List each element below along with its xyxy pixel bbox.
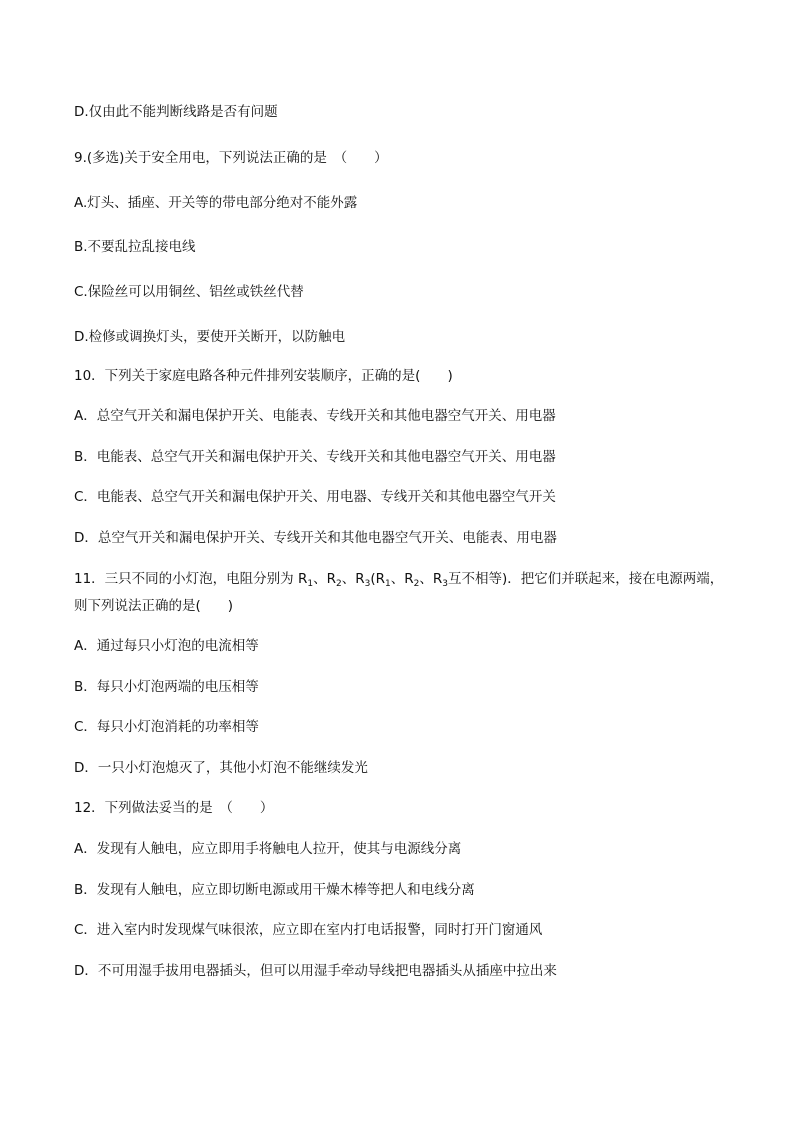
q11-stem-text-1: 11．三只不同的小灯泡，电阻分别为 R (74, 571, 308, 587)
q10-stem: 10．下列关于家庭电路各种元件排列安装顺序，正确的是( ) (74, 368, 453, 384)
q11-stem-text-2: 、R (313, 571, 336, 587)
q12-stem: 12．下列做法妥当的是 （ ） (74, 800, 274, 816)
subscript: 2 (335, 579, 342, 589)
subscript: 1 (307, 579, 314, 589)
q11-stem-line-1 (74, 569, 723, 589)
q11-stem-text-5: 、R (390, 571, 414, 587)
q10-option-b: B．电能表、总空气开关和漏电保护开关、专线开关和其他电器空气开关、用电器 (74, 449, 556, 465)
q11-option-b: B．每只小灯泡两端的电压相等 (74, 679, 259, 695)
q10-option-c: C．电能表、总空气开关和漏电保护开关、用电器、专线开关和其他电器空气开关 (74, 489, 556, 505)
subscript: 1 (385, 579, 391, 589)
q10-option-d: D．总空气开关和漏电保护开关、专线开关和其他电器空气开关、电能表、用电器 (74, 530, 557, 546)
q11-stem-text-6: 、R (419, 571, 443, 587)
q9-option-a: A.灯头、插座、开关等的带电部分绝对不能外露 (74, 195, 358, 211)
q10-option-a: A．总空气开关和漏电保护开关、电能表、专线开关和其他电器空气开关、用电器 (74, 408, 556, 424)
q11-stem-line-2: 则下列说法正确的是( ) (74, 598, 234, 614)
q11-option-d: D．一只小灯泡熄灭了，其他小灯泡不能继续发光 (74, 760, 368, 776)
q9-option-c: C.保险丝可以用铜丝、铝丝或铁丝代替 (74, 284, 304, 300)
q9-option-d: D.检修或调换灯头，要使开关断开，以防触电 (74, 329, 346, 345)
q12-option-b: B．发现有人触电，应立即切断电源或用干燥木棒等把人和电线分离 (74, 882, 475, 898)
q12-option-c: C．进入室内时发现煤气味很浓，应立即在室内打电话报警，同时打开门窗通风 (74, 922, 543, 938)
q9-option-b: B.不要乱拉乱接电线 (74, 239, 196, 255)
subscript: 3 (364, 579, 371, 589)
q11-option-a: A．通过每只小灯泡的电流相等 (74, 638, 259, 654)
subscript: 3 (442, 579, 448, 589)
subscript: 2 (413, 579, 420, 589)
q11-stem-text-4: (R (370, 571, 385, 587)
q9-stem: 9.(多选)关于安全用电，下列说法正确的是 （ ） (74, 150, 388, 166)
q11-option-c: C．每只小灯泡消耗的功率相等 (74, 719, 259, 735)
q12-option-a: A．发现有人触电，应立即用手将触电人拉开，使其与电源线分离 (74, 841, 462, 857)
q12-option-d: D．不可用湿手拔用电器插头，但可以用湿手牵动导线把电器插头从插座中拉出来 (74, 963, 557, 979)
q11-stem-text-7: 互不相等)．把它们并联起来，接在电源两端， (447, 571, 724, 587)
q8-option-d: D.仅由此不能判断线路是否有问题 (74, 104, 278, 120)
q11-stem-text-3: 、R (341, 571, 365, 587)
